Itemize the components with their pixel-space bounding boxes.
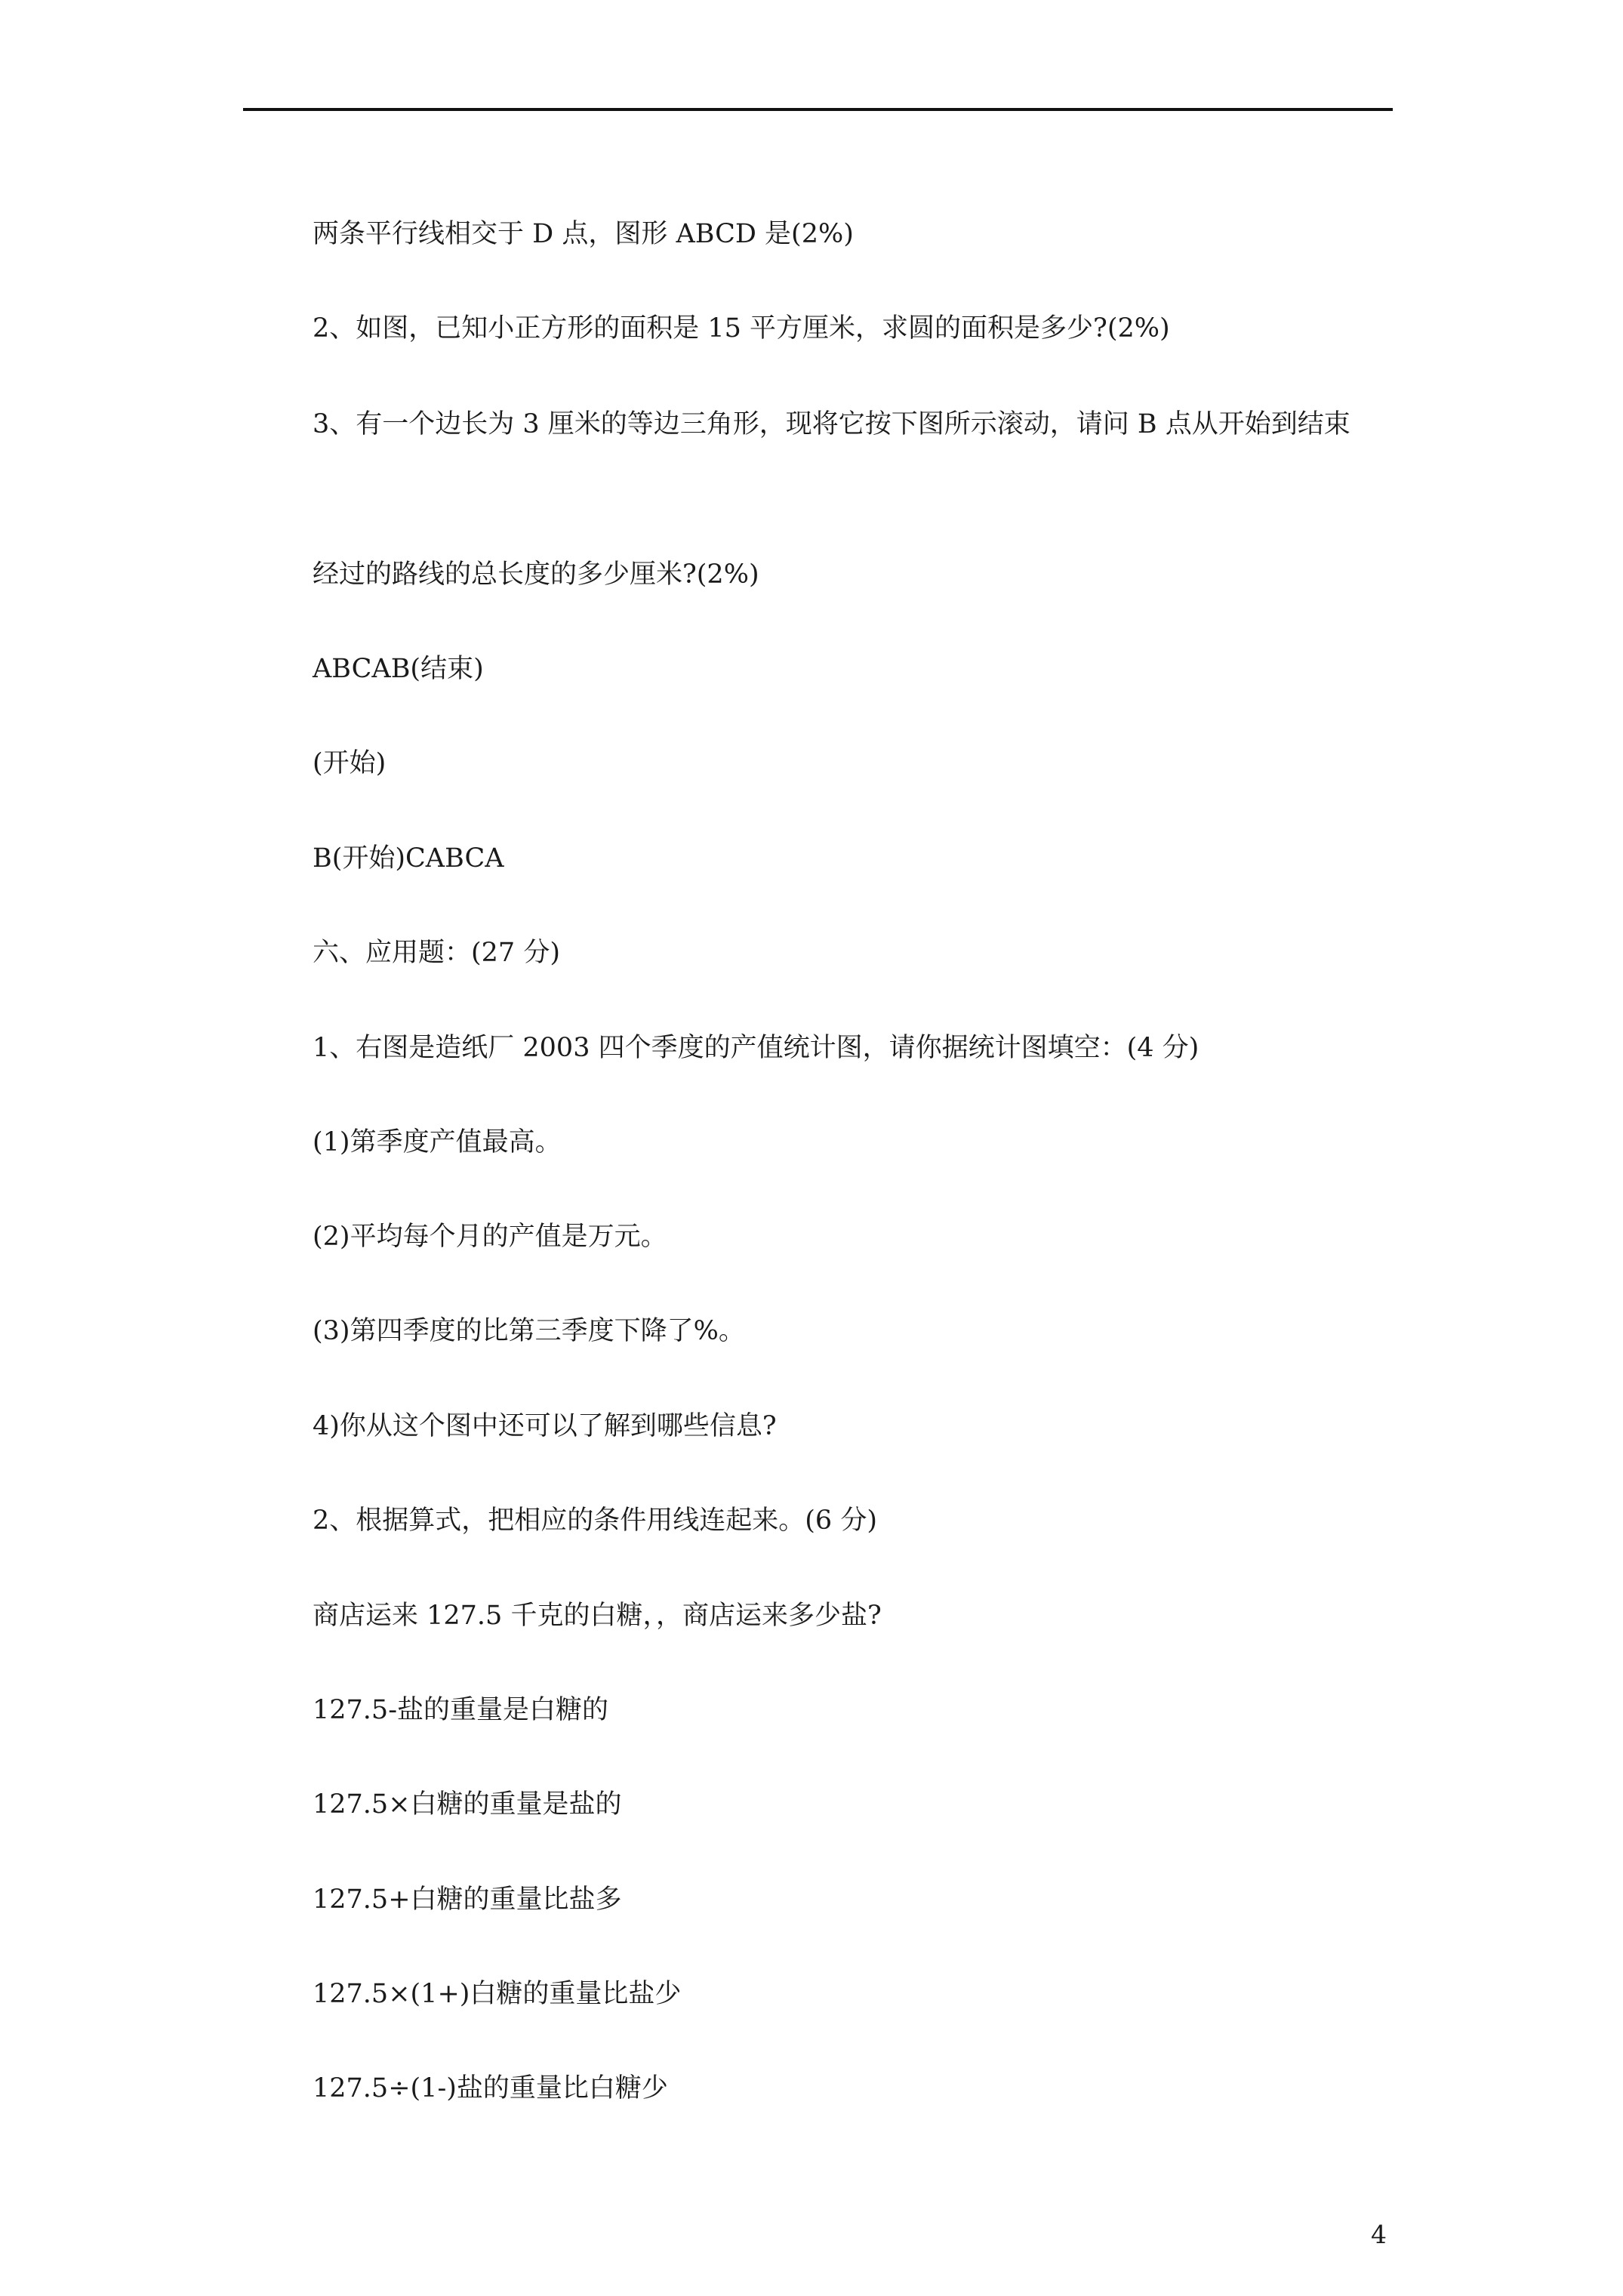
matching-item-5: 127.5÷(1-)盐的重量比白糖少	[313, 2073, 668, 2103]
sub-question-2: (2)平均每个月的产值是万元。	[313, 1222, 667, 1252]
text-line-parallel-lines: 两条平行线相交于 D 点，图形 ABCD 是(2%)	[313, 219, 854, 249]
sub-question-3: (3)第四季度的比第三季度下降了%。	[313, 1316, 745, 1346]
question-2-circle-area: 2、如图，已知小正方形的面积是 15 平方厘米，求圆的面积是多少?(2%)	[313, 313, 1170, 344]
application-question-2: 2、根据算式，把相应的条件用线连起来。(6 分)	[313, 1505, 877, 1536]
problem-statement: 商店运来 127.5 千克的白糖，，商店运来多少盐?	[313, 1601, 882, 1631]
application-question-1: 1、右图是造纸厂 2003 四个季度的产值统计图，请你据统计图填空：(4 分)	[313, 1033, 1200, 1063]
question-3-triangle-rolling: 3、有一个边长为 3 厘米的等边三角形，现将它按下图所示滚动，请问 B 点从开始到结束	[313, 409, 1350, 439]
diagram-label-sequence: B(开始)CABCA	[313, 843, 504, 874]
section-heading-application: 六、应用题：(27 分)	[313, 938, 560, 968]
page-number: 4	[1371, 2220, 1387, 2249]
matching-item-1: 127.5-盐的重量是白糖的	[313, 1695, 609, 1725]
header-rule	[243, 108, 1393, 111]
sub-question-4: 4)你从这个图中还可以了解到哪些信息?	[313, 1411, 777, 1441]
matching-item-4: 127.5×(1+)白糖的重量比盐少	[313, 1979, 682, 2009]
matching-item-2: 127.5×白糖的重量是盐的	[313, 1789, 622, 1820]
question-3-continuation: 经过的路线的总长度的多少厘米?(2%)	[313, 559, 759, 590]
diagram-label-end: ABCAB(结束)	[313, 654, 484, 684]
matching-item-3: 127.5+白糖的重量比盐多	[313, 1885, 622, 1915]
diagram-label-start: (开始)	[313, 748, 387, 778]
sub-question-1: (1)第季度产值最高。	[313, 1127, 562, 1157]
